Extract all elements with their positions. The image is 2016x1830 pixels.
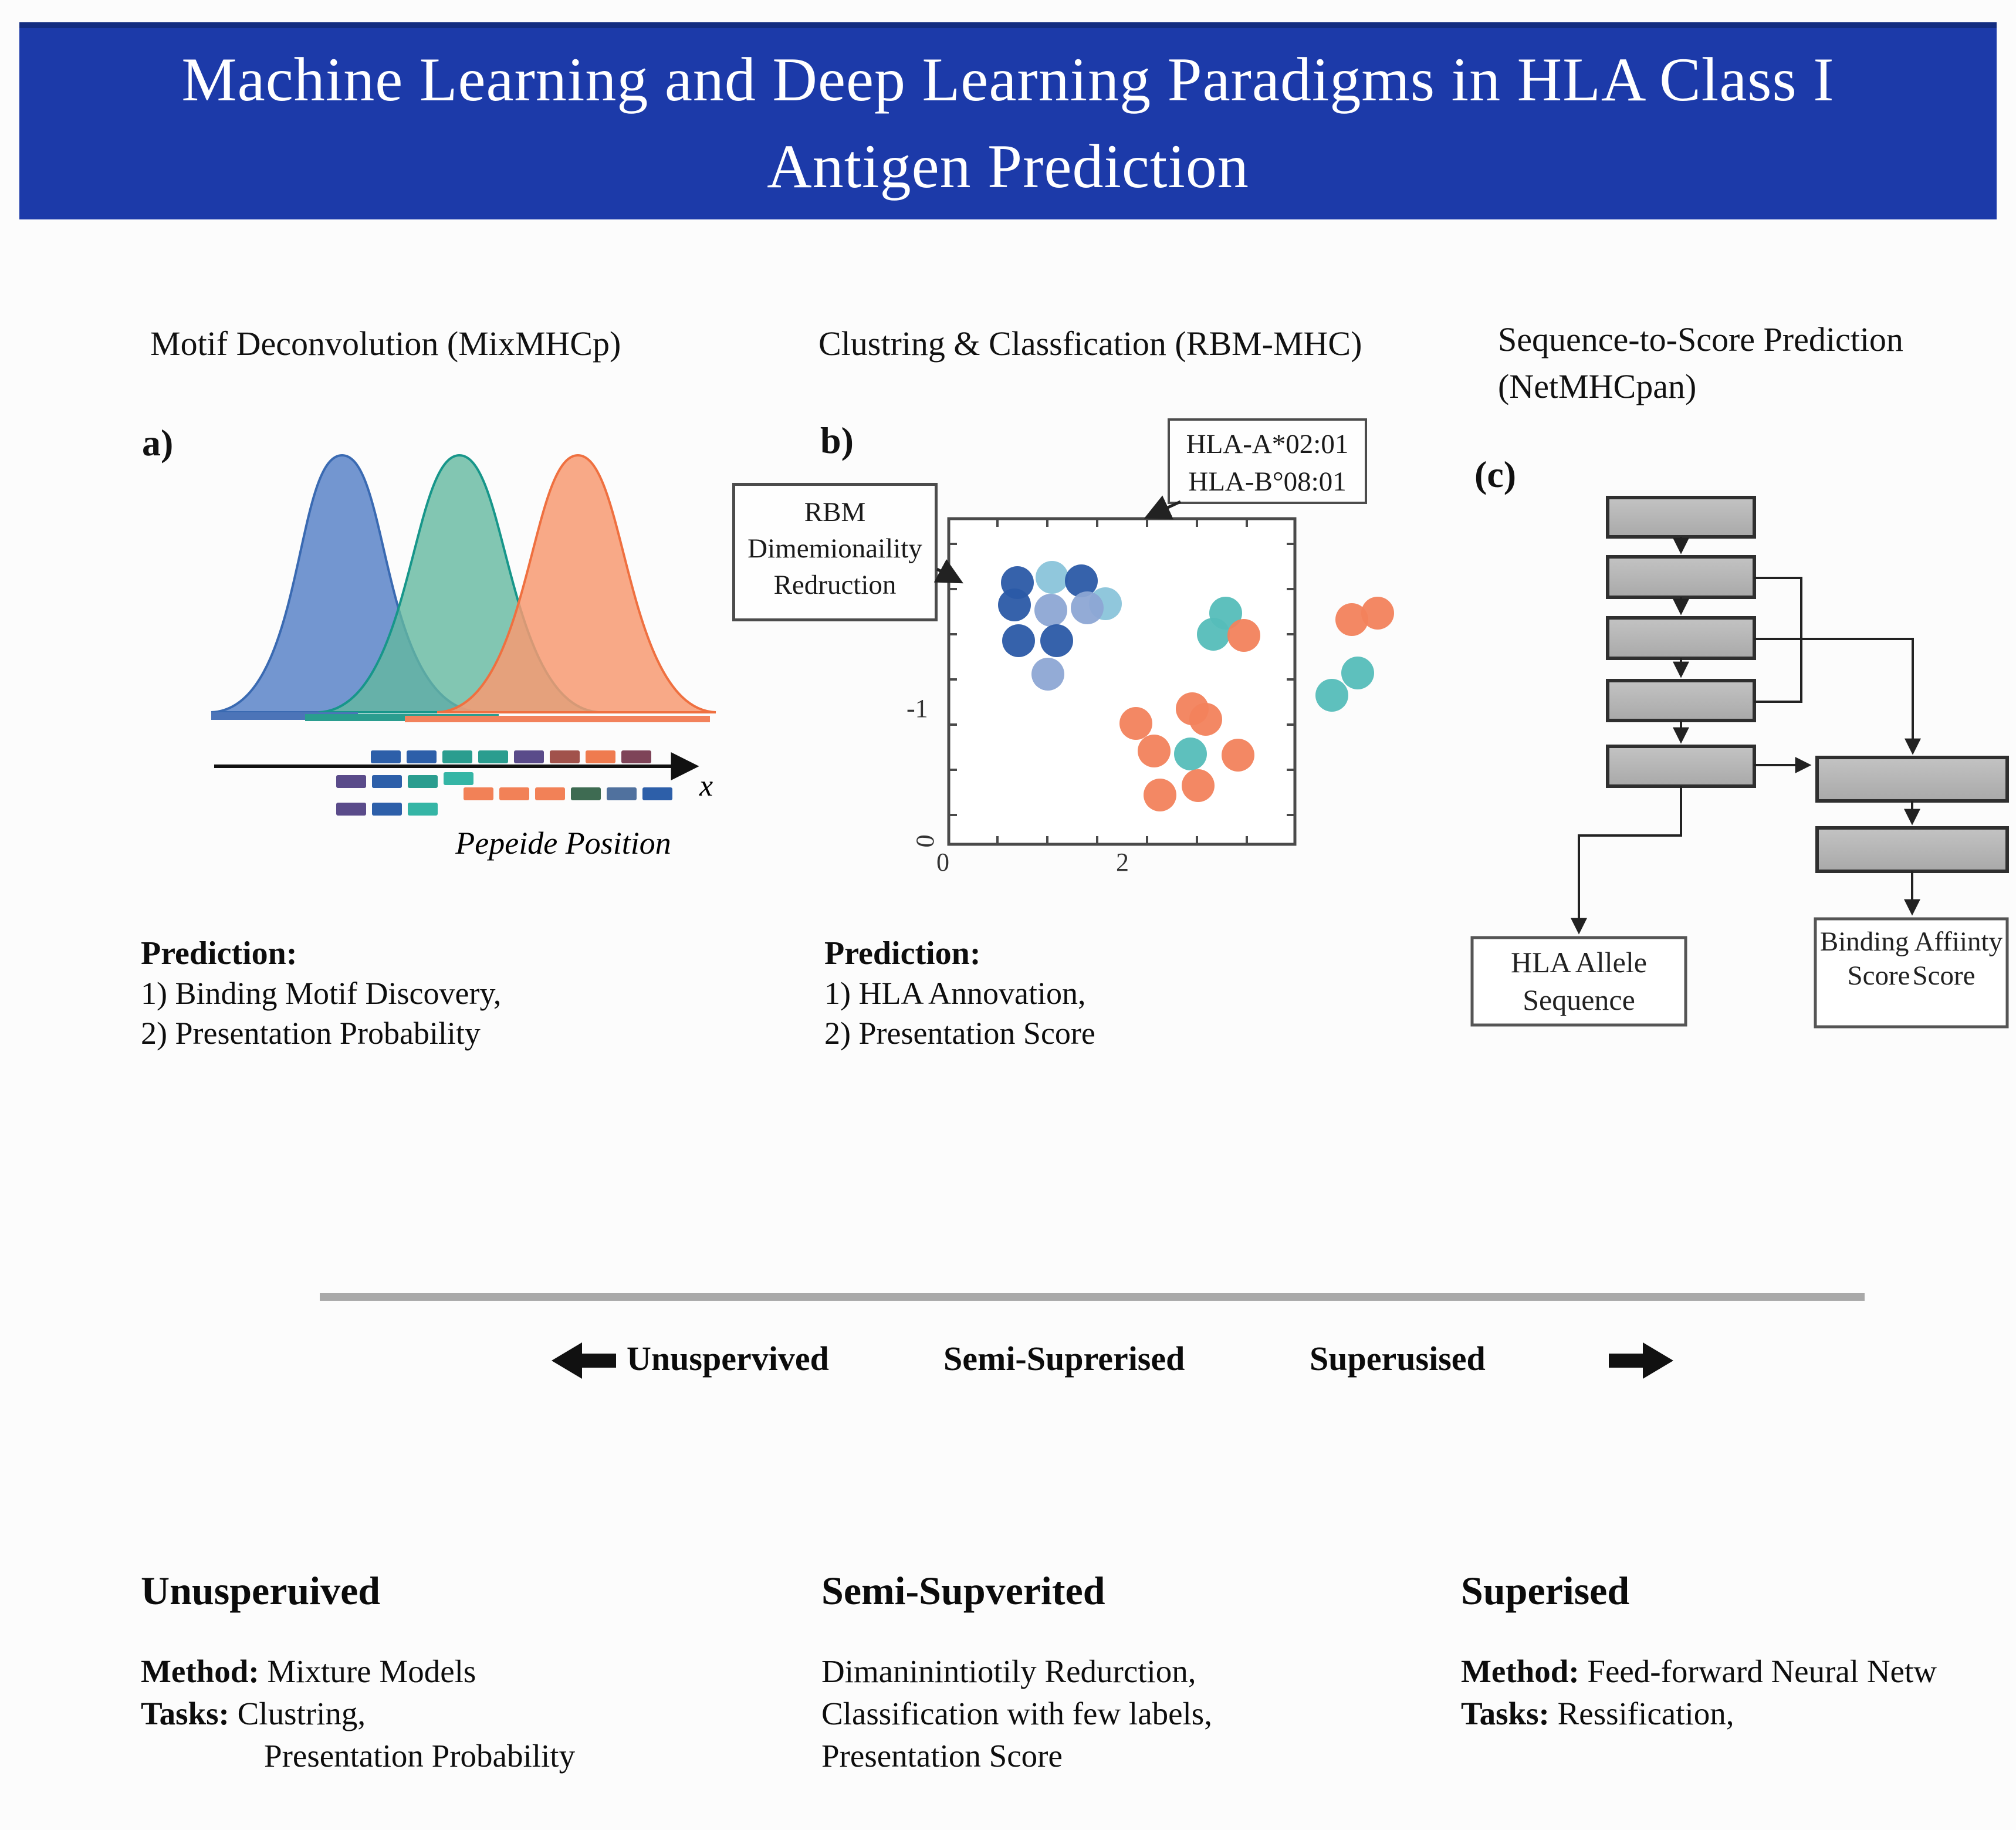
panel-a-label: a)	[142, 422, 174, 464]
motif-curves-chart	[211, 447, 716, 726]
hla-allele-line2: Sequence	[1523, 983, 1635, 1016]
scatter-point-orange	[1119, 707, 1152, 740]
nn-output-box-2	[1817, 828, 2007, 871]
nn-layer-box-2	[1608, 557, 1754, 597]
scatter-point-orange	[1144, 779, 1176, 811]
panel-a-prediction-item2: 2) Presentation Probability	[141, 1016, 481, 1051]
method-value: Feed-forward Neural Netw	[1579, 1653, 1937, 1689]
scatter-point-darkblue	[1002, 624, 1035, 657]
hla-annotation-box	[1168, 418, 1367, 504]
peptide-dash	[372, 803, 402, 816]
nn-layer-box-1	[1608, 498, 1754, 537]
rbm-box-line1: RBM	[804, 497, 866, 527]
panel-a-title: Motif Deconvolution (MixMHCp)	[150, 324, 621, 363]
spectrum-label-unsupervised: Unuspervived	[627, 1339, 829, 1378]
panel-a-prediction-heading: Prediction:	[141, 935, 297, 972]
scatter-point-teal	[1174, 738, 1207, 770]
spectrum-label-semisupervised: Semi-Suprerised	[943, 1339, 1185, 1378]
plot-frame	[949, 519, 1295, 844]
panel-a-prediction-item1: 1) Binding Motif Discovery,	[141, 976, 502, 1011]
binding-score-line2: Score	[1847, 960, 1910, 991]
spectrum-label-supervised: Superusised	[1310, 1339, 1486, 1378]
column-supervised	[1461, 1568, 2016, 1735]
hla-annotation-line1: HLA-A*02:01	[1186, 429, 1349, 459]
figure-title-line2: Antigen Prediction	[767, 132, 1249, 201]
figure-title-line1: Machine Learning and Deep Learning Paradigms in HLA Class I	[181, 45, 1835, 114]
scatter-point-darkblue	[1040, 624, 1073, 657]
to-hla-allele-arrow	[1579, 786, 1681, 931]
method-value: Mixture Models	[259, 1653, 476, 1689]
panel-c-label: (c)	[1474, 454, 1517, 495]
scatter-point-orange	[1182, 769, 1215, 802]
peptide-dash	[499, 787, 529, 800]
column-unsupervised-task2: Presentation Probability	[264, 1738, 576, 1774]
scatter-point-teal	[1197, 618, 1230, 651]
tasks-label: Tasks:	[141, 1696, 229, 1731]
rbm-box-line2: Dimemionaility	[747, 533, 922, 564]
scatter-point-teal	[1341, 657, 1374, 689]
binding-score-line1: Binding Affiinty	[1819, 926, 2003, 957]
panel-b-prediction-item1: 1) HLA Annovation,	[824, 976, 1086, 1011]
x-tick-label-2: 2	[1116, 848, 1129, 877]
nn-layer-box-3	[1608, 618, 1754, 658]
method-label: Method:	[1461, 1653, 1579, 1689]
scatter-point-cyan	[1036, 561, 1068, 594]
hla-allele-box-text	[1472, 943, 1686, 1019]
scatter-point-darkblue	[998, 588, 1031, 621]
panel-c-title-line1: Sequence-to-Score Prediction	[1498, 320, 1903, 358]
peptide-dash	[408, 803, 438, 816]
hla-annotation-line2: HLA-B°08:01	[1188, 466, 1347, 497]
peptide-position-caption: Pepeide Position	[455, 826, 671, 861]
x-axis-symbol: x	[699, 769, 713, 803]
title-banner	[19, 22, 1997, 219]
rbm-reduction-box	[732, 483, 938, 621]
peptide-dash	[607, 787, 637, 800]
column-semisupervised-line1: Dimaninintiotily Redurction,	[821, 1653, 1196, 1689]
column-supervised-heading: Superised	[1461, 1568, 1630, 1613]
column-supervised-tasks	[1461, 1693, 2016, 1735]
scatter-point-slate	[1034, 594, 1067, 627]
scatter-point-teal	[1315, 679, 1348, 712]
scatter-point-darkblue	[1065, 564, 1098, 597]
panel-b-prediction-item2: 2) Presentation Score	[824, 1016, 1095, 1051]
peptide-dash	[642, 787, 672, 800]
rbm-box-line3: Redruction	[773, 570, 897, 600]
column-semisupervised-heading: Semi-Supverited	[821, 1568, 1105, 1613]
hla-annotation-arrow	[1149, 502, 1180, 516]
orange-baseline-strip	[405, 716, 710, 722]
scatter-point-orange	[1138, 735, 1171, 767]
rbm-scatter-plot	[915, 493, 1408, 886]
peptide-dash	[535, 787, 565, 800]
tasks-label: Tasks:	[1461, 1696, 1550, 1731]
scatter-point-orange	[1222, 739, 1254, 772]
peptide-dash	[571, 787, 601, 800]
panel-b-label: b)	[820, 420, 854, 461]
column-unsupervised-tasks	[141, 1693, 774, 1735]
binding-score-line3: Score	[1912, 960, 1976, 991]
tasks-value: Clustring,	[229, 1696, 366, 1731]
nn-layer-boxes	[1608, 498, 2007, 871]
column-supervised-method	[1461, 1650, 2016, 1693]
y-tick-label: -1	[906, 694, 928, 723]
panel-c-title-line2: (NetMHCpan)	[1498, 367, 1697, 405]
nn-layer-box-4	[1608, 681, 1754, 721]
column-unsupervised-method	[141, 1650, 774, 1693]
panel-b-prediction-heading: Prediction:	[824, 935, 981, 972]
scatter-point-slate	[1071, 591, 1104, 624]
right-block-arrow-icon	[1609, 1342, 1673, 1379]
peptide-dash	[464, 787, 493, 800]
column-semisupervised-line2: Classification with few labels,	[821, 1696, 1212, 1731]
panel-b-title: Clustring & Classfication (RBM-MHC)	[818, 324, 1362, 363]
tasks-value: Ressification,	[1549, 1696, 1734, 1731]
scatter-point-orange	[1227, 619, 1260, 652]
x-tick-label-0: 0	[936, 848, 949, 877]
peptide-position-axis	[211, 754, 728, 783]
column-unsupervised-heading: Unusperuived	[141, 1568, 381, 1613]
hla-allele-line1: HLA Allele	[1511, 946, 1647, 979]
spectrum-divider-line	[320, 1293, 1865, 1301]
scatter-point-slate	[1031, 658, 1064, 691]
scatter-point-orange	[1189, 703, 1222, 736]
peptide-dash	[336, 803, 366, 816]
column-unsupervised	[141, 1568, 774, 1777]
column-semisupervised	[821, 1568, 1455, 1777]
left-block-arrow-icon	[552, 1342, 616, 1379]
corner-tick-label: 0	[910, 833, 941, 849]
nn-layer-box-5	[1608, 746, 1754, 786]
skip-connection-2	[1754, 639, 1913, 752]
scatter-point-orange	[1361, 597, 1394, 630]
method-label: Method:	[141, 1653, 259, 1689]
column-semisupervised-line3: Presentation Score	[821, 1738, 1063, 1774]
nn-output-box-1	[1817, 757, 2007, 801]
binding-score-box-text	[1815, 925, 2007, 993]
